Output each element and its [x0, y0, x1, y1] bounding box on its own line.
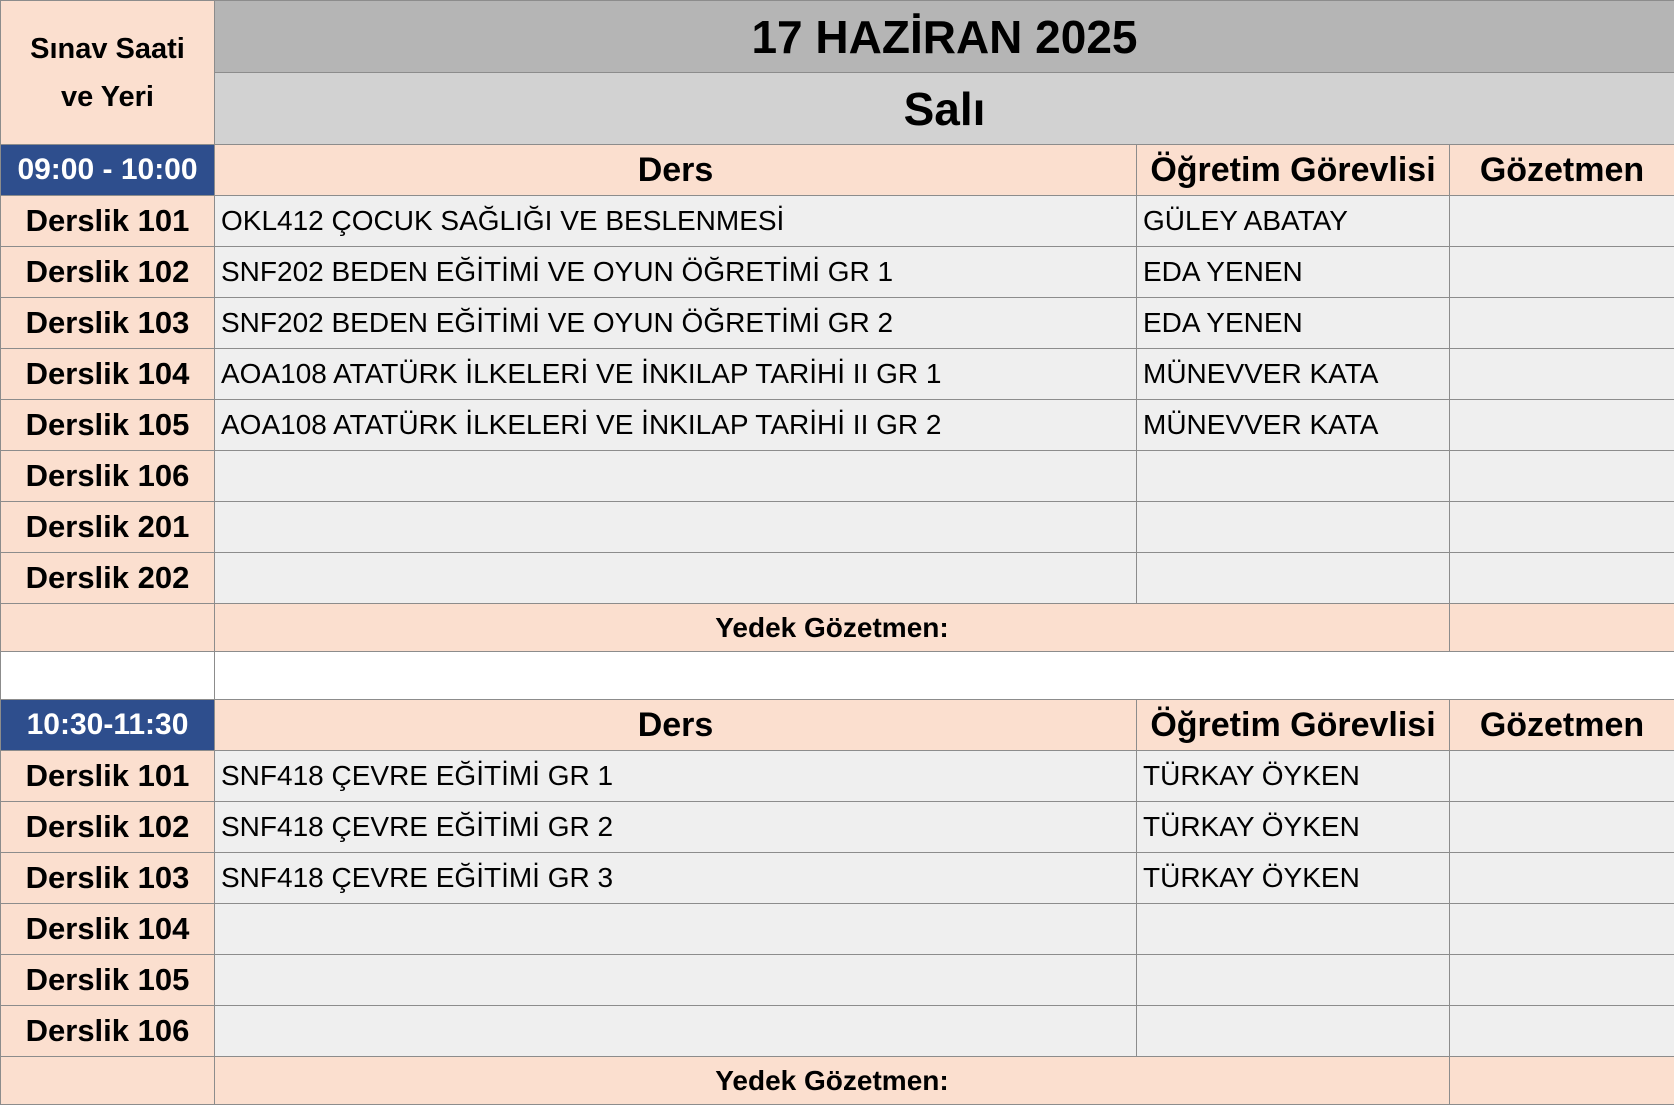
proctor-cell[interactable] — [1450, 1006, 1674, 1057]
room-cell[interactable]: Derslik 104 — [1, 349, 215, 400]
table-row — [1, 853, 1674, 904]
teacher-cell[interactable] — [1137, 1006, 1450, 1057]
table-row — [1, 802, 1674, 853]
room-cell[interactable]: Derslik 101 — [1, 196, 215, 247]
reserve-proctor-label[interactable]: Yedek Gözetmen: — [215, 1057, 1450, 1105]
day-header-row — [1, 73, 1674, 145]
teacher-cell[interactable]: EDA YENEN — [1137, 247, 1450, 298]
table-row — [1, 904, 1674, 955]
course-cell[interactable]: SNF418 ÇEVRE EĞİTİMİ GR 2 — [215, 802, 1137, 853]
teacher-cell[interactable]: EDA YENEN — [1137, 298, 1450, 349]
table-row — [1, 502, 1674, 553]
room-cell[interactable]: Derslik 103 — [1, 853, 215, 904]
teacher-cell[interactable]: TÜRKAY ÖYKEN — [1137, 853, 1450, 904]
proctor-cell[interactable] — [1450, 451, 1674, 502]
course-cell[interactable] — [215, 955, 1137, 1006]
teacher-cell[interactable] — [1137, 553, 1450, 604]
course-cell[interactable]: AOA108 ATATÜRK İLKELERİ VE İNKILAP TARİHİ II GR 2 — [215, 400, 1137, 451]
table-row — [1, 1006, 1674, 1057]
proctor-cell[interactable] — [1450, 298, 1674, 349]
column-header-gozetmen[interactable]: Gözetmen — [1450, 145, 1674, 196]
table-row — [1, 247, 1674, 298]
course-cell[interactable] — [215, 553, 1137, 604]
proctor-cell[interactable] — [1450, 802, 1674, 853]
reserve-label-spacer[interactable] — [1, 604, 215, 652]
label-line-1: Sınav Saati — [30, 32, 185, 65]
teacher-cell[interactable]: MÜNEVVER KATA — [1137, 349, 1450, 400]
column-header-ogretim-gorevlisi[interactable]: Öğretim Görevlisi — [1137, 145, 1450, 196]
column-header-ogretim-gorevlisi[interactable]: Öğretim Görevlisi — [1137, 700, 1450, 751]
teacher-cell[interactable]: MÜNEVVER KATA — [1137, 400, 1450, 451]
room-cell[interactable]: Derslik 102 — [1, 802, 215, 853]
table-row — [1, 451, 1674, 502]
gap-cell[interactable] — [215, 652, 1674, 700]
exam-day[interactable]: Salı — [215, 73, 1674, 145]
session-time[interactable]: 09:00 - 10:00 — [1, 145, 215, 196]
course-cell[interactable] — [215, 1006, 1137, 1057]
room-cell[interactable]: Derslik 201 — [1, 502, 215, 553]
course-cell[interactable]: SNF418 ÇEVRE EĞİTİMİ GR 1 — [215, 751, 1137, 802]
table-row — [1, 196, 1674, 247]
room-cell[interactable]: Derslik 202 — [1, 553, 215, 604]
course-cell[interactable]: SNF418 ÇEVRE EĞİTİMİ GR 3 — [215, 853, 1137, 904]
teacher-cell[interactable]: TÜRKAY ÖYKEN — [1137, 802, 1450, 853]
room-cell[interactable]: Derslik 105 — [1, 955, 215, 1006]
exam-schedule-body — [1, 1, 1674, 1105]
room-cell[interactable]: Derslik 103 — [1, 298, 215, 349]
proctor-cell[interactable] — [1450, 553, 1674, 604]
proctor-cell[interactable] — [1450, 751, 1674, 802]
proctor-cell[interactable] — [1450, 247, 1674, 298]
reserve-proctor-value[interactable] — [1450, 1057, 1674, 1105]
course-cell[interactable] — [215, 904, 1137, 955]
column-header-ders[interactable]: Ders — [215, 145, 1137, 196]
table-row — [1, 400, 1674, 451]
course-cell[interactable] — [215, 502, 1137, 553]
proctor-cell[interactable] — [1450, 196, 1674, 247]
course-cell[interactable]: AOA108 ATATÜRK İLKELERİ VE İNKILAP TARİHİ II GR 1 — [215, 349, 1137, 400]
room-cell[interactable]: Derslik 106 — [1, 451, 215, 502]
teacher-cell[interactable]: TÜRKAY ÖYKEN — [1137, 751, 1450, 802]
course-cell[interactable]: OKL412 ÇOCUK SAĞLIĞI VE BESLENMESİ — [215, 196, 1137, 247]
room-cell[interactable]: Derslik 102 — [1, 247, 215, 298]
label-line-2: ve Yeri — [60, 80, 154, 113]
reserve-proctor-row — [1, 604, 1674, 652]
date-header-row — [1, 1, 1674, 73]
session-time[interactable]: 10:30-11:30 — [1, 700, 215, 751]
course-cell[interactable]: SNF202 BEDEN EĞİTİMİ VE OYUN ÖĞRETİMİ GR 1 — [215, 247, 1137, 298]
teacher-cell[interactable] — [1137, 955, 1450, 1006]
reserve-label-spacer[interactable] — [1, 1057, 215, 1105]
table-row — [1, 955, 1674, 1006]
session-header-row — [1, 145, 1674, 196]
teacher-cell[interactable] — [1137, 904, 1450, 955]
proctor-cell[interactable] — [1450, 349, 1674, 400]
teacher-cell[interactable]: GÜLEY ABATAY — [1137, 196, 1450, 247]
teacher-cell[interactable] — [1137, 451, 1450, 502]
course-cell[interactable] — [215, 451, 1137, 502]
teacher-cell[interactable] — [1137, 502, 1450, 553]
reserve-proctor-label[interactable]: Yedek Gözetmen: — [215, 604, 1450, 652]
room-cell[interactable]: Derslik 101 — [1, 751, 215, 802]
reserve-proctor-value[interactable] — [1450, 604, 1674, 652]
gap-cell[interactable] — [1, 652, 215, 700]
proctor-cell[interactable] — [1450, 955, 1674, 1006]
table-row — [1, 298, 1674, 349]
proctor-cell[interactable] — [1450, 904, 1674, 955]
proctor-cell[interactable] — [1450, 853, 1674, 904]
room-cell[interactable]: Derslik 104 — [1, 904, 215, 955]
session-header-row — [1, 700, 1674, 751]
reserve-proctor-row — [1, 1057, 1674, 1105]
table-row — [1, 751, 1674, 802]
proctor-cell[interactable] — [1450, 502, 1674, 553]
room-cell[interactable]: Derslik 105 — [1, 400, 215, 451]
exam-time-place-label[interactable] — [1, 1, 215, 145]
room-cell[interactable]: Derslik 106 — [1, 1006, 215, 1057]
column-header-gozetmen[interactable]: Gözetmen — [1450, 700, 1674, 751]
table-row — [1, 553, 1674, 604]
session-gap-row — [1, 652, 1674, 700]
course-cell[interactable]: SNF202 BEDEN EĞİTİMİ VE OYUN ÖĞRETİMİ GR 2 — [215, 298, 1137, 349]
exam-date[interactable]: 17 HAZİRAN 2025 — [215, 1, 1674, 73]
proctor-cell[interactable] — [1450, 400, 1674, 451]
table-row — [1, 349, 1674, 400]
column-header-ders[interactable]: Ders — [215, 700, 1137, 751]
